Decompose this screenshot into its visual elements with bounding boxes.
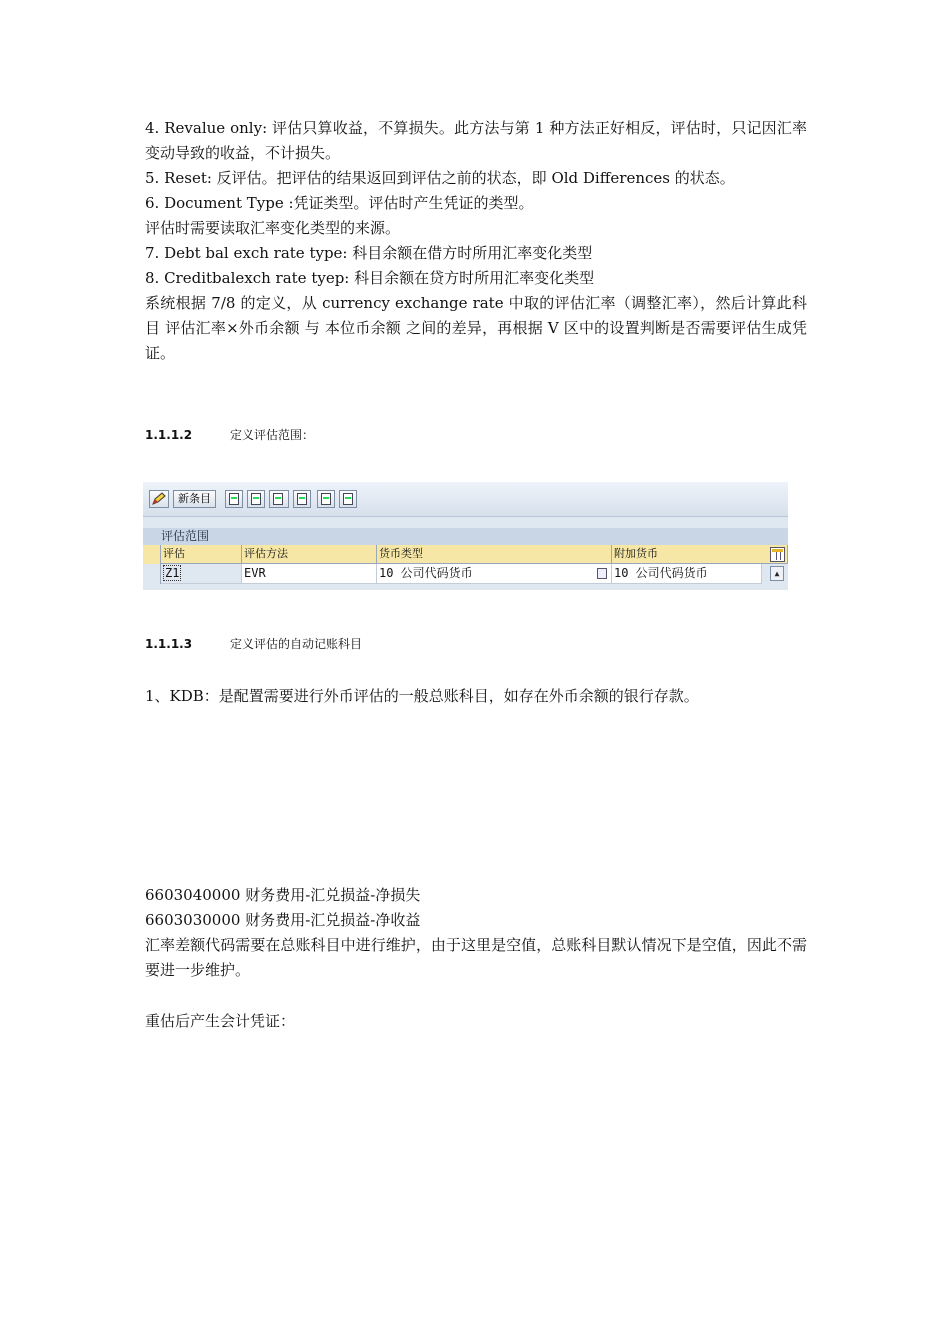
column-header-valuation-method[interactable]: 评估方法 [242, 545, 377, 564]
section-number: 1.1.1.3 [145, 637, 193, 651]
section-title: 定义评估的自动记账科目 [230, 637, 363, 651]
paragraph-kdb: 1、KDB：是配置需要进行外币评估的一般总账科目，如存在外币余额的银行存款。 [145, 687, 699, 705]
paragraph-revalue-only: 4. Revalue only: 评估只算收益，不算损失。此方法与第 1 种方法正好相反，评估时，只记因汇率变动导致的收益，不计损失。 [145, 119, 807, 162]
paragraph-account-gain: 6603030000 财务费用-汇兑损益-净收益 [145, 911, 421, 929]
select-block-icon[interactable] [317, 490, 335, 508]
cell-currency-type-text: 10 公司代码货币 [379, 566, 473, 580]
final-text-block [145, 1009, 807, 1034]
column-header-additional-currency[interactable]: 附加货币 [612, 545, 788, 564]
cell-valuation[interactable] [161, 564, 242, 584]
sap-toolbar [143, 482, 788, 517]
paragraph-reset: 5. Reset: 反评估。把评估的结果返回到评估之前的状态，即 Old Differences 的状态。 [145, 169, 735, 187]
kdb-block [145, 684, 807, 709]
paragraph-rate-difference-code: 汇率差额代码需要在总账科目中进行维护，由于这里是空值，总账科目默认情况下是空值，因此不需要进一步维护。 [145, 936, 807, 979]
paragraph-revaluation-document: 重估后产生会计凭证： [145, 1012, 296, 1030]
paragraph-system-logic: 系统根据 7/8 的定义，从 currency exchange rate 中取的评估汇率（调整汇率），然后计算此科目 评估汇率×外币余额 与 本位币余额 之间的差异，再根据 V 区中的设置判断是否需要评估生成凭证。 [145, 294, 807, 362]
section-heading-1112 [145, 426, 314, 443]
paragraph-account-loss: 6603040000 财务费用-汇兑损益-净损失 [145, 886, 421, 904]
panel-title: 评估范围 [143, 528, 788, 545]
paragraph-rate-source: 评估时需要读取汇率变化类型的来源。 [145, 219, 401, 237]
undo-icon[interactable] [269, 490, 289, 508]
column-header-valuation[interactable]: 评估 [161, 545, 242, 564]
cell-currency-type[interactable] [377, 564, 612, 584]
row-selector[interactable] [143, 564, 161, 584]
bottom-text-block [145, 883, 807, 983]
column-settings-icon[interactable] [770, 547, 785, 562]
cell-additional-currency[interactable]: 10 公司代码货币 [612, 564, 762, 584]
edit-pencil-icon[interactable] [149, 490, 169, 508]
select-all-icon[interactable] [293, 490, 311, 508]
top-text-block [145, 116, 807, 366]
section-title: 定义评估范围： [230, 428, 315, 442]
paragraph-credit-rate-type: 8. Creditbalexch rate tyep: 科目余额在贷方时所用汇率变化类型 [145, 269, 595, 287]
save-icon[interactable] [247, 490, 265, 508]
column-header-currency-type[interactable]: 货币类型 [377, 545, 612, 564]
scroll-up-arrow-icon[interactable]: ▲ [770, 566, 784, 581]
copy-icon[interactable] [225, 490, 243, 508]
valuation-table [143, 545, 788, 590]
paragraph-document-type: 6. Document Type :凭证类型。评估时产生凭证的类型。 [145, 194, 534, 212]
deselect-all-icon[interactable] [339, 490, 357, 508]
cell-valuation-method[interactable]: EVR [242, 564, 377, 584]
value-help-icon[interactable] [597, 568, 607, 579]
sap-valuation-area-screenshot [143, 482, 788, 590]
row-selector-header [143, 545, 161, 564]
section-number: 1.1.1.2 [145, 428, 193, 442]
new-entries-button[interactable]: 新条目 [173, 490, 216, 508]
section-heading-1113 [145, 635, 362, 652]
cell-valuation-text: Z1 [165, 566, 180, 580]
paragraph-debit-rate-type: 7. Debt bal exch rate type: 科目余额在借方时所用汇率变化类型 [145, 244, 593, 262]
